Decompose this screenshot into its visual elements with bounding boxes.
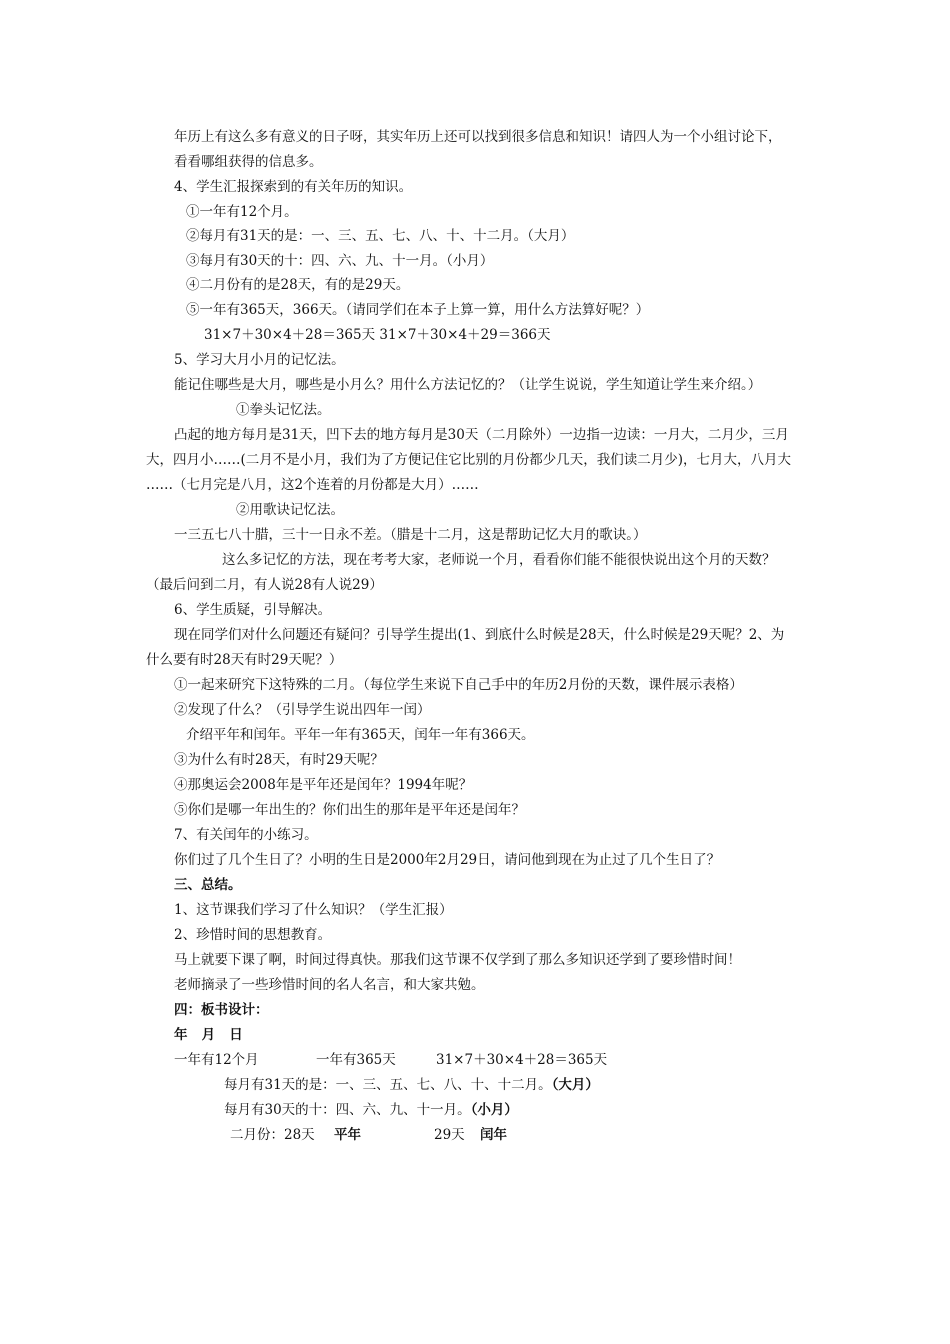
list-item: ①拳头记忆法。	[236, 402, 331, 418]
section-heading-board: 四：板书设计：	[174, 1002, 269, 1018]
section-heading-6: 6、学生质疑，引导解决。	[174, 602, 332, 618]
paragraph-line: （最后问到二月，有人说28有人说29）	[146, 577, 383, 593]
board-title: 年 月 日	[174, 1027, 243, 1043]
paragraph-line: 一三五七八十腊，三十一日永不差。（腊是十二月，这是帮助记忆大月的歌诀。）	[174, 527, 647, 543]
paragraph-line: 年历上有这么多有意义的日子呀，其实年历上还可以找到很多信息和知识！请四人为一个小组讨论下，	[174, 129, 782, 145]
list-item: ③为什么有时28天，有时29天呢？	[174, 752, 384, 768]
section-heading-4: 4、学生汇报探索到的有关年历的知识。	[174, 179, 413, 195]
list-item: ②发现了什么？（引导学生说出四年一闰）	[174, 702, 431, 718]
list-item: ④那奥运会2008年是平年还是闰年？1994年呢？	[174, 777, 473, 793]
paragraph-line: 凸起的地方每月是31天，凹下去的地方每月是30天（二月除外）一边指一边读：一月大，二月少，三月	[174, 427, 789, 443]
board-label-leap-year: 闰年	[480, 1127, 507, 1143]
paragraph-line: 大，四月小……(二月不是小月，我们为了方便记住它比别的月份都少几天，我们读二月少)，七月大，八月大	[146, 452, 792, 468]
board-label-small-month: （小月）	[470, 1102, 518, 1118]
board-label-big-month: （大月）	[551, 1077, 599, 1093]
board-label-common-year: 平年	[334, 1127, 361, 1143]
board-item: 二月份：28天	[230, 1127, 315, 1143]
board-text: 每月有31天的是：一、三、五、七、八、十、十二月。	[224, 1077, 552, 1093]
board-item: 29天	[434, 1127, 465, 1143]
board-item	[224, 1076, 599, 1094]
list-item: ①一起来研究下这特殊的二月。（每位学生来说下自己手中的年历2月份的天数，课件展示表格）	[174, 677, 743, 693]
board-item: 一年有365天	[316, 1052, 396, 1068]
board-formula: 31×7＋30×4＋28＝365天	[436, 1052, 608, 1068]
list-item: ①一年有12个月。	[186, 204, 298, 220]
list-item: ②用歌诀记忆法。	[236, 502, 344, 518]
paragraph-line: 马上就要下课了啊，时间过得真快。那我们这节课不仅学到了那么多知识还学到了要珍惜时间！	[174, 952, 741, 968]
list-item: ②每月有31天的是：一、三、五、七、八、十、十二月。（大月）	[186, 228, 575, 244]
section-heading-5: 5、学习大月小月的记忆法。	[174, 352, 345, 368]
paragraph-line: 看看哪组获得的信息多。	[174, 154, 323, 170]
list-item: ⑤你们是哪一年出生的？你们出生的那年是平年还是闰年？	[174, 802, 525, 818]
paragraph-line: 能记住哪些是大月，哪些是小月么？用什么方法记忆的？（让学生说说，学生知道让学生来介绍。）	[174, 377, 762, 393]
list-item: ③每月有30天的十：四、六、九、十一月。（小月）	[186, 253, 494, 269]
paragraph-line: 你们过了几个生日了？小明的生日是2000年2月29日，请问他到现在为止过了几个生日了？	[174, 852, 721, 868]
board-item: 一年有12个月	[174, 1052, 259, 1068]
board-text: 每月有30天的十：四、六、九、十一月。	[224, 1102, 471, 1118]
paragraph-line: 这么多记忆的方法，现在考考大家，老师说一个月，看看你们能不能很快说出这个月的天数？	[222, 552, 776, 568]
paragraph-line: 什么要有时28天有时29天呢？）	[146, 652, 343, 668]
paragraph-line: ……（七月完是八月，这2个连着的月份都是大月）……	[146, 477, 479, 493]
paragraph-line: 老师摘录了一些珍惜时间的名人名言，和大家共勉。	[174, 977, 485, 993]
list-item: ⑤一年有365天，366天。（请同学们在本子上算一算，用什么方法算好呢？）	[186, 302, 650, 318]
board-item	[224, 1101, 518, 1119]
paragraph-line: 2、珍惜时间的思想教育。	[174, 927, 332, 943]
section-heading-7: 7、有关闰年的小练习。	[174, 827, 318, 843]
paragraph-line: 介绍平年和闰年。平年一年有365天，闰年一年有366天。	[186, 727, 535, 743]
formula-line: 31×7＋30×4＋28＝365天 31×7＋30×4＋29＝366天	[204, 327, 551, 343]
list-item: ④二月份有的是28天，有的是29天。	[186, 277, 410, 293]
paragraph-line: 现在同学们对什么问题还有疑问？引导学生提出(1、到底什么时候是28天，什么时候是29天呢？2、为	[174, 627, 785, 643]
paragraph-line: 1、这节课我们学习了什么知识？（学生汇报）	[174, 902, 453, 918]
section-heading-summary: 三、总结。	[174, 877, 242, 893]
